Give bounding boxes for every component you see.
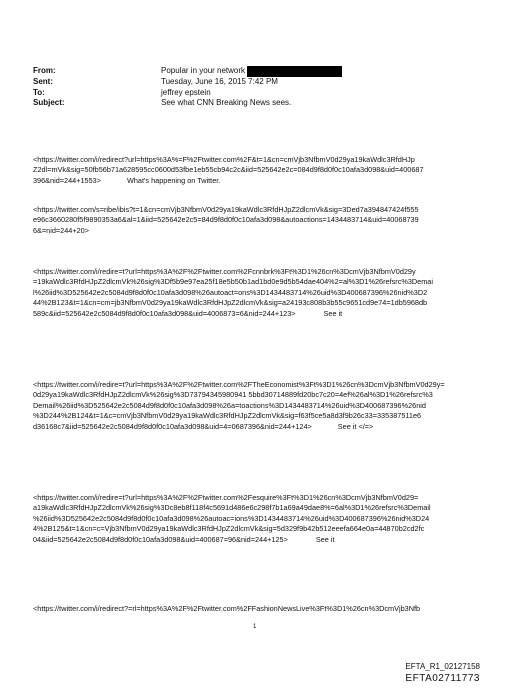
page-number: 1 (253, 624, 257, 630)
link-block-3 (33, 267, 493, 319)
redaction-box (247, 66, 342, 77)
link-block-1 (33, 155, 493, 186)
link-line[interactable]: =19kaWdlc3RfdHJpZ2dlcmVk%26sig%3Df5b9e97ea25f18e5b50b1ad1bd0e9d5b54dae404%2=al%3D1%26refsrc%3Demai (33, 277, 433, 287)
link-block-2 (33, 205, 493, 236)
sent-value: Tuesday, June 16, 2015 7:42 PM (161, 77, 278, 86)
link-line[interactable]: %26iid%3D525642e2c5084d9f8d0f0c10afa3d098%26autoac=ions%3D1434483714%26uid%3D400687396%26nid%3D24 (33, 513, 430, 523)
link-line[interactable]: a19kaWdlc3RfdHJpZ2dlcmVk%26sig%3Dc8eb8f118f4c5691d486e6c298f7b1a69a49dae8%=6al%3D1%26refsrc%3Demail (33, 503, 431, 513)
link-text[interactable]: 396&nid=244+1553> (33, 175, 101, 185)
link-line (33, 176, 493, 186)
link-line[interactable]: <https://twitter.com/i/redire=t?url=https%3A%2F%2Ftwitter.com%2Fesquire%3Ft%3D1%26cn%3DcmVjb3NfbmV0d29= (33, 493, 419, 502)
from-value: Popular in your network (161, 66, 246, 75)
link-line[interactable]: l%26iid%3D525642e2c5084d9f8d0f0c10afa3d098%26autoact=ons%3D1434483714%26uid%3D400687396%26nid%3D2 (33, 287, 428, 297)
to-value: jeffrey epstein (161, 87, 211, 97)
link-line[interactable]: 6&=nid=244+20> (33, 225, 89, 235)
link-line[interactable]: <https://twitter.com/i/redirect?url=https%3A%=F%2Ftwitter.com%2F&t=1&cn=cmVjb3NfbmV0d29ya19kaWdlc3RfdHJp (33, 155, 415, 164)
link-line[interactable]: <https://twitter.com/i/redire=t?url=https%3A%2F%2Ftwitter.com%2FTheEconomist%3Ft%3D1%26cn%3DcmVjb3NfbmV0d29y= (33, 380, 445, 389)
efta-reference-small: EFTA_R1_02127158 (405, 662, 480, 671)
email-header (33, 66, 342, 109)
efta-reference-large: EFTA02711773 (405, 673, 480, 684)
sent-row (33, 77, 342, 88)
subject-value: See what CNN Breaking News sees. (161, 98, 292, 107)
link-block-5 (33, 493, 493, 545)
sent-label: Sent: (33, 77, 53, 86)
link-caption: See it (315, 534, 335, 544)
subject-row (33, 98, 342, 109)
to-row (33, 88, 342, 99)
subject-label: Subject: (33, 98, 65, 107)
link-line[interactable]: 0d29ya19kaWdlc3RfdHJpZ2dlcmVk%26sig%3D73794345980941 5bbd30714889fd20bc7c20=4ef%26al%3D1%26refsrc%3 (33, 390, 433, 400)
link-line[interactable]: <https://twitter.com/i/redirect?=rl=https%3A%2F%2Ftwitter.com%2FFashionNewsLive%3Ft%3D1%26cn%3DcmVjb3Nfb (33, 604, 421, 613)
link-line[interactable]: Demail%26iid%3D525642e2c5084d9f8d0f0c10afa3d098%26a=toactions%3D1434483714%26uid%3D400687396%26nid (33, 400, 426, 410)
to-label: To: (33, 87, 45, 97)
link-line[interactable]: %3D244%2B124&t=1&c=cmVjb3NfbmV0d29ya19kaWdlc3RfdHJpZ2dlcmVk&sig=f63f5ce5a8d3f9b26c33=335387511e6 (33, 411, 422, 421)
from-row (33, 66, 342, 77)
link-caption: See it (323, 308, 343, 318)
link-caption: What's happening on Twitter. (126, 175, 221, 185)
link-line[interactable]: Z2dl=mVk&sig=50fb56b71a628595cc0600d53fbe1eb55cb94c2c&iid=525642e2c=084d9f8d0f0c10afa3d098&uid=400687 (33, 165, 424, 175)
link-text[interactable]: 589c&iid=525642e2c5084d9f8d0f0c10afa3d098&uid=4006873=6&nid=244+123> (33, 308, 296, 318)
link-line[interactable]: e96c3660280f5f9890353a6&al=1&iid=525642e2c5=84d9f8d0f0c10afa3d098&autoactions=1434483714&uid=40068739 (33, 215, 419, 225)
link-line (33, 535, 493, 545)
link-caption: See it </=> (337, 421, 374, 431)
link-block-4 (33, 380, 493, 432)
link-block-6 (33, 604, 493, 614)
link-text[interactable]: d36168c7&iid=525642e2c5084d9f8d0f0c10afa3d098&uid=4=0687396&nid=244+124> (33, 421, 312, 431)
link-line[interactable]: <https://twitter.com/s=ribe/ibis?t=1&cn=cmVjb3NfbmV0d29ya19kaWdlc3RfdHJpZ2dlcmVk&sig=3Ded7a394847424f555 (33, 205, 419, 214)
link-line[interactable]: 44%2B123&t=1&cn=cm=jb3NfbmV0d29ya19kaWdlc3RfdHJpZ2dlcmVk&sig=a24193c808b3b55c9651cd9e74=1db5968db (33, 298, 428, 308)
from-label: From: (33, 66, 56, 75)
link-line[interactable]: <https://twitter.com/i/redire=t?url=https%3A%2F%2Ftwitter.com%2Fcnnbrk%3Ft%3D1%26cn%3DcmVjb3NfbmV0d29y (33, 267, 416, 276)
link-line[interactable]: 4%2B125&t=1&cn=c=Vjb3NfbmV0d29ya19kaWdlc3RfdHJpZ2dlcmVk&sig=5d329f9b42b512eeefa664e0a=44870b2cd2fc (33, 524, 425, 534)
link-line (33, 309, 493, 319)
link-line (33, 422, 493, 432)
link-text[interactable]: 04&iid=525642e2c5084d9f8d0f0c10afa3d098&uid=400687=96&nid=244+125> (33, 534, 288, 544)
